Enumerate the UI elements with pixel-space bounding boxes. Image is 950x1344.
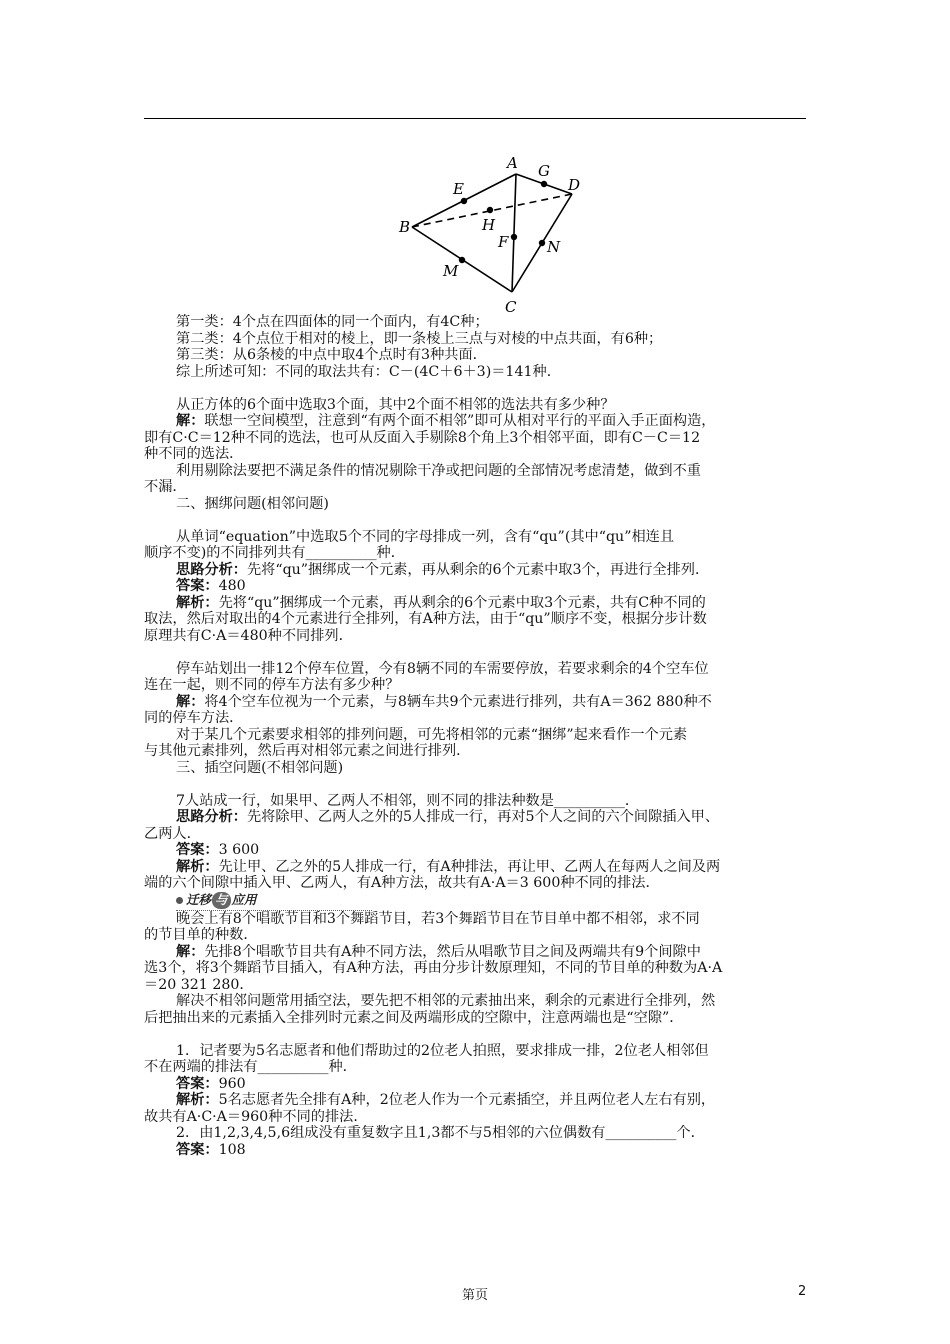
example-question: 停车站划出一排12个停车位置，今有8辆不同的车需要停放，若要求剩余的4个空车位 bbox=[176, 660, 709, 677]
text-line: 答案：960 bbox=[176, 1075, 246, 1092]
label-M: M bbox=[443, 262, 459, 280]
footer-page-number: 2 bbox=[798, 1284, 807, 1299]
text-line: 解：先排8个唱歌节目共有A种不同方法，然后从唱歌节目之间及两端共有9个间隙中 bbox=[176, 943, 701, 960]
label-G: G bbox=[538, 162, 550, 180]
exercise-question: 2．由1,2,3,4,5,6组成没有重复数字且1,3都不与5相邻的六位偶数有__________个． bbox=[176, 1125, 705, 1141]
text-line: 解析：5名志愿者先全排有A种，2位老人作为一个元素插空，并且两位老人左右有别， bbox=[176, 1092, 716, 1108]
keyword-answer: 答案： bbox=[176, 578, 219, 594]
label-H: H bbox=[482, 216, 496, 234]
banner-right: 应用 bbox=[231, 892, 257, 908]
keyword-explanation: 解析： bbox=[176, 1092, 219, 1108]
text-line: 解析：先让甲、乙之外的5人排成一行，有A种排法，再让甲、乙两人在每两人之间及两 bbox=[176, 858, 721, 875]
label-E: E bbox=[453, 180, 464, 198]
keyword-analysis: 思路分析： bbox=[176, 809, 247, 825]
keyword-explanation: 解析： bbox=[176, 594, 219, 611]
label-D: D bbox=[568, 176, 581, 194]
text-line: 第二类：4个点位于相对的棱上，即一条棱上三点与对棱的中点共面，有6种； bbox=[176, 330, 663, 347]
text-line: 解：将4个空车位视为一个元素，与8辆车共9个元素进行排列，共有A＝362 880种不 bbox=[176, 693, 712, 710]
bullet-icon bbox=[176, 897, 183, 904]
text-line: 第三类：从6条棱的中点中取4个点时有3种共面． bbox=[176, 347, 487, 363]
exercise-question: 1．记者要为5名志愿者和他们帮助过的2位老人拍照，要求排成一排，2位老人相邻但 bbox=[176, 1042, 709, 1059]
text-line: 利用剔除法要把不满足条件的情况剔除干净或把问题的全部情况考虑清楚，做到不重 bbox=[176, 462, 701, 479]
text-line: 对于某几个元素要求相邻的排列问题，可先将相邻的元素“捆绑”起来看作一个元素 bbox=[176, 726, 688, 743]
text-line: 不在两端的排法有__________种． bbox=[144, 1059, 357, 1075]
text-line: 种不同的选法． bbox=[144, 446, 244, 462]
header-rule bbox=[144, 118, 806, 119]
label-N: N bbox=[547, 238, 561, 256]
text-line: 即有C·C＝12种不同的选法，也可从反面入手剔除8个角上3个相邻平面，即有C－C＝12 bbox=[144, 429, 701, 446]
text-line: 同的停车方法． bbox=[144, 710, 244, 726]
text-line: 取法，然后对取出的4个元素进行全排列，有A种方法，由于“qu”顺序不变，根据分步计数 bbox=[144, 611, 707, 627]
text-line: 思路分析：先将“qu”捆绑成一个元素，再从剩余的6个元素中取3个，再进行全排列． bbox=[176, 561, 710, 578]
text-line: 综上所述可知：不同的取法共有：C－(4C＋6＋3)＝141种． bbox=[176, 363, 561, 380]
text-line: 顺序不变)的不同排列共有__________种． bbox=[144, 545, 405, 561]
text-line: 的节目单的种数． bbox=[144, 927, 258, 943]
text-line: 解：联想一空间模型，注意到“有两个面不相邻”即可从相对平行的平面入手正面构造， bbox=[176, 413, 716, 429]
keyword-answer: 答案： bbox=[176, 842, 219, 858]
text-line: 连在一起，则不同的停车方法有多少种？ bbox=[144, 677, 400, 693]
keyword-analysis: 思路分析： bbox=[176, 561, 247, 578]
label-C: C bbox=[505, 298, 517, 316]
text-line: 故共有A·C·A＝960种不同的排法． bbox=[144, 1108, 368, 1125]
text-line: 选3个，将3个舞蹈节目插入，有A种方法，再由分步计数原理知，不同的节目单的种数为A·A bbox=[144, 960, 723, 976]
label-B: B bbox=[399, 218, 411, 236]
keyword-solution: 解： bbox=[176, 693, 205, 710]
document-body bbox=[144, 314, 806, 1158]
example-question: 从单词“equation”中选取5个不同的字母排成一列，含有“qu”(其中“qu”相连且 bbox=[176, 528, 675, 545]
keyword-explanation: 解析： bbox=[176, 858, 219, 875]
text-line: 答案：108 bbox=[176, 1141, 246, 1158]
text-line: 答案：480 bbox=[176, 578, 246, 594]
section-heading: 二、捆绑问题(相邻问题) bbox=[176, 495, 329, 512]
text-line: 思路分析：先将除甲、乙两人之外的5人排成一行，再对5个人之间的六个间隙插入甲、 bbox=[176, 809, 720, 825]
section-heading: 三、插空问题(不相邻问题) bbox=[176, 759, 344, 776]
label-A: A bbox=[507, 154, 518, 172]
text-line: 第一类：4个点在四面体的同一个面内，有4C种； bbox=[176, 314, 489, 330]
text-line: 原理共有C·A＝480种不同排列． bbox=[144, 627, 353, 644]
text-line: 解决不相邻问题常用插空法，要先把不相邻的元素抽出来，剩余的元素进行全排列，然 bbox=[176, 993, 716, 1009]
text-line: 端的六个间隙中插入甲、乙两人，有A种方法，故共有A·A＝3 600种不同的排法． bbox=[144, 875, 660, 891]
keyword-answer: 答案： bbox=[176, 1075, 219, 1092]
label-F: F bbox=[498, 233, 509, 251]
text-line: 答案：3 600 bbox=[176, 842, 260, 858]
example-question: 从正方体的6个面中选取3个面，其中2个面不相邻的选法共有多少种？ bbox=[176, 396, 615, 413]
text-line: ＝20 321 280． bbox=[144, 976, 254, 993]
banner-left: 迁移 bbox=[186, 892, 212, 908]
text-line: 不漏． bbox=[144, 479, 187, 495]
transfer-application-banner bbox=[176, 892, 372, 911]
keyword-answer: 答案： bbox=[176, 1141, 219, 1158]
footer-page-label: 第页 bbox=[461, 1288, 488, 1303]
text-line: 后把抽出来的元素插入全排列时元素之间及两端形成的空隙中，注意两端也是“空隙”． bbox=[144, 1009, 684, 1026]
text-line: 解析：先将“qu”捆绑成一个元素，再从剩余的6个元素中取3个元素，共有C种不同的 bbox=[176, 594, 706, 611]
keyword-solution: 解： bbox=[176, 943, 205, 960]
example-question: 7人站成一行，如果甲、乙两人不相邻，则不同的排法种数是__________． bbox=[176, 792, 640, 809]
keyword-solution: 解： bbox=[176, 413, 205, 429]
tetrahedron-figure bbox=[390, 152, 590, 320]
example-question: 晚会上有8个唱歌节目和3个舞蹈节目，若3个舞蹈节目在节目单中都不相邻，求不同 bbox=[176, 910, 700, 927]
text-line: 与其他元素排列，然后再对相邻元素之间进行排列． bbox=[144, 743, 471, 759]
banner-mid: 与 bbox=[212, 892, 231, 909]
text-line: 乙两人． bbox=[144, 825, 201, 842]
